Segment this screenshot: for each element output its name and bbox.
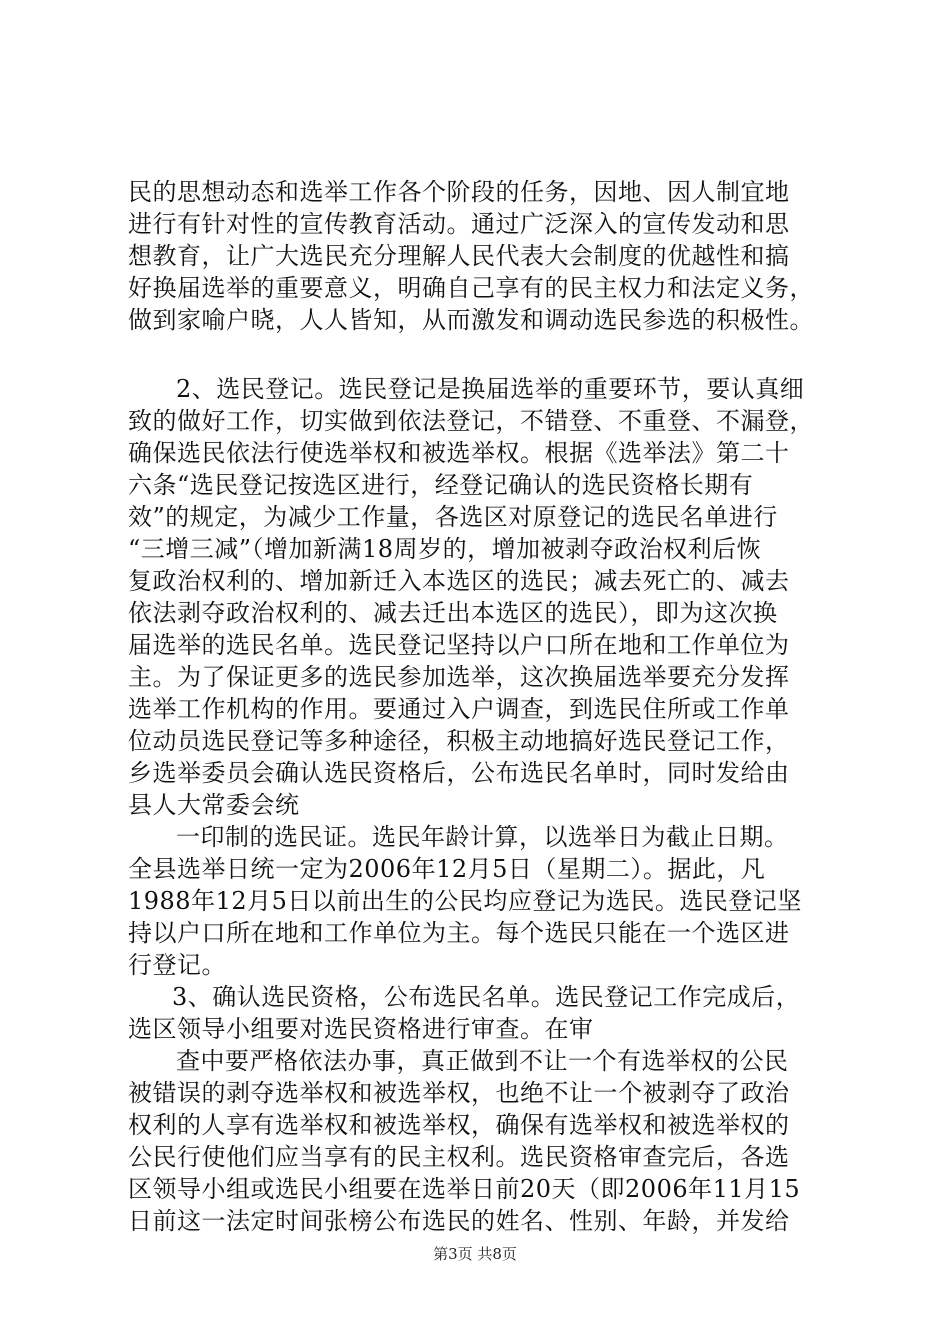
page-footer: 第3页 共8页 (433, 1245, 517, 1263)
paragraph-gap (128, 336, 833, 373)
text-line: 进行有针对性的宣传教育活动。通过广泛深入的宣传发动和思 (128, 210, 790, 238)
text-line: 依法剥夺政治权利的、减去迁出本选区的选民），即为这次换 (128, 599, 778, 627)
text-line: 民的思想动态和选举工作各个阶段的任务，因地、因人制宜地 (128, 178, 790, 206)
body-text (128, 176, 833, 1237)
text-line: “三增三减”（增加新满18周岁的，增加被剥夺政治权利后恢 (128, 535, 762, 563)
text-line: 2、选民登记。选民登记是换届选举的重要环节，要认真细 (176, 375, 805, 403)
text-line: 持以户口所在地和工作单位为主。每个选民只能在一个选区进 (128, 919, 790, 947)
text-line: 公民行使他们应当享有的民主权利。选民资格审查完后，各选 (128, 1143, 790, 1171)
text-line: 主。为了保证更多的选民参加选举，这次换届选举要充分发挥 (128, 663, 790, 691)
text-line: 权利的人享有选举权和被选举权，确保有选举权和被选举权的 (128, 1111, 790, 1139)
text-line: 3、确认选民资格，公布选民名单。选民登记工作完成后， (172, 983, 801, 1011)
text-line: 行登记。 (128, 951, 226, 979)
text-line: 全县选举日统一定为2006年12月5日（星期二）。据此，凡 (128, 855, 766, 883)
text-line: 复政治权利的、增加新迁入本选区的选民；减去死亡的、减去 (128, 567, 790, 595)
text-line: 县人大常委会统 (128, 791, 300, 819)
text-line: 做到家喻户晓，人人皆知，从而激发和调动选民参选的积极性。 (128, 306, 814, 334)
text-line: 选区领导小组要对选民资格进行审查。在审 (128, 1015, 594, 1043)
text-line: 效”的规定，为减少工作量，各选区对原登记的选民名单进行 (128, 503, 778, 531)
text-line: 选举工作机构的作用。要通过入户调查，到选民住所或工作单 (128, 695, 790, 723)
text-line: 六条“选民登记按选区进行，经登记确认的选民资格长期有 (128, 471, 754, 499)
text-line: 查中要严格依法办事，真正做到不让一个有选举权的公民 (176, 1047, 789, 1075)
text-line: 一印制的选民证。选民年龄计算，以选举日为截止日期。 (176, 823, 789, 851)
text-line: 好换届选举的重要意义，明确自己享有的民主权力和法定义务， (128, 274, 814, 302)
text-line: 日前这一法定时间张榜公布选民的姓名、性别、年龄，并发给 (128, 1207, 790, 1235)
text-line: 致的做好工作，切实做到依法登记，不错登、不重登、不漏登， (128, 407, 814, 435)
text-line: 届选举的选民名单。选民登记坚持以户口所在地和工作单位为 (128, 631, 790, 659)
text-line: 被错误的剥夺选举权和被选举权，也绝不让一个被剥夺了政治 (128, 1079, 790, 1107)
text-line: 区领导小组或选民小组要在选举日前20天（即2006年11月15 (128, 1175, 801, 1203)
text-line: 乡选举委员会确认选民资格后，公布选民名单时，同时发给由 (128, 759, 790, 787)
text-line: 想教育，让广大选民充分理解人民代表大会制度的优越性和搞 (128, 242, 790, 270)
text-line: 确保选民依法行使选举权和被选举权。根据《选举法》第二十 (128, 439, 790, 467)
text-line: 1988年12月5日以前出生的公民均应登记为选民。选民登记坚 (128, 887, 802, 915)
text-line: 位动员选民登记等多种途径，积极主动地搞好选民登记工作， (128, 727, 790, 755)
